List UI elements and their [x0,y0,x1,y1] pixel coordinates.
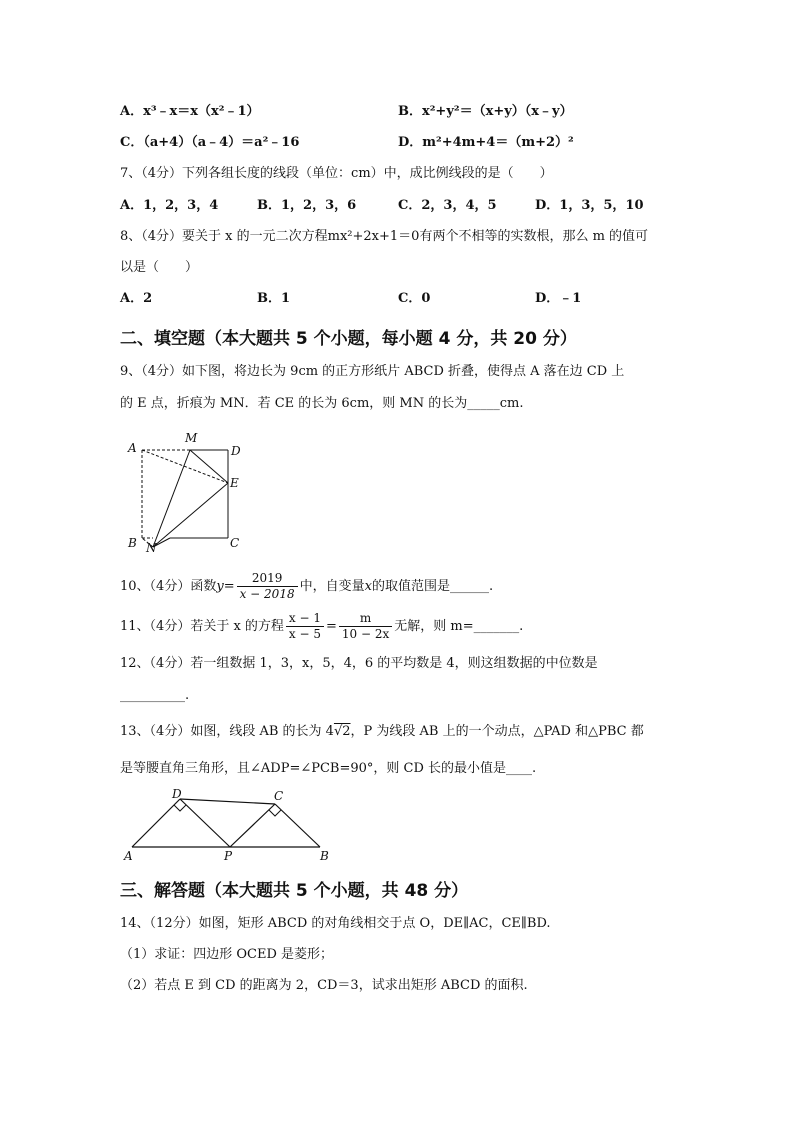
q10-var-y: y [216,579,224,594]
q11-eq: = [326,619,337,634]
q9-label-a: A [128,441,137,455]
q9-line1: 9、（4分）如下图，将边长为 9cm 的正方形纸片 ABCD 折叠，使得点 A 落在边 CD 上 [120,364,625,379]
q7-option-a: A．1，2，3，4 [120,198,219,213]
q13-label-p: P [224,849,233,863]
q13-label-a: A [124,849,133,863]
q11-denominator-left: x − 5 [288,627,322,641]
q13-sqrt: √2 [333,724,351,739]
q9-label-b: B [128,536,137,550]
q7-stem: 7、（4分）下列各组长度的线段（单位：cm）中，成比例线段的是（ ） [120,166,553,181]
q13-line1a: 13、（4分）如图，线段 AB 的长为 4 [120,724,334,739]
q8-stem-line2: 以是（ ） [120,260,199,275]
q7-option-d: D．1，3，5，10 [535,198,644,213]
q6-option-d: D．m²+4m+4＝（m+2）² [398,135,574,150]
q7-option-b: B．1，2，3，6 [257,198,357,213]
q11-fraction-right [339,611,392,642]
section2-title: 二、填空题（本大题共 5 个小题，每小题 4 分，共 20 分） [120,329,577,349]
q9-square-fold-figure [120,425,250,555]
q14-stem: 14、（12分）如图，矩形 ABCD 的对角线相交于点 O，DE∥AC，CE∥BD. [120,916,551,931]
q11-prefix: 11、（4分）若关于 x 的方程 [120,619,284,634]
q13-label-b: B [320,849,329,863]
q9-label-m: M [185,431,198,445]
q8-stem-line1: 8、（4分）要关于 x 的一元二次方程mx²+2x+1＝0有两个不相等的实数根，那么 m 的值可 [120,229,649,244]
q8-option-a: A．2 [120,291,153,306]
q10-numerator: 2019 [237,571,298,587]
q11-suffix: 无解，则 m=_______. [394,619,524,634]
q13-line1b: ，P 为线段 AB 上的一个动点，△PAD 和△PBC 都 [350,724,644,739]
q9-label-c: C [230,536,240,550]
q9-label-e: E [230,476,239,490]
q9-line2: 的 E 点，折痕为 MN．若 CE 的长为 6cm，则 MN 的长为_____cm. [120,396,524,411]
q9-label-d: D [231,444,241,458]
q13-line2: 是等腰直角三角形，且∠ADP=∠PCB=90°，则 CD 长的最小值是____. [120,761,537,776]
q14-part2: （2）若点 E 到 CD 的距离为 2，CD＝3，试求出矩形 ABCD 的面积. [120,978,528,993]
q11-fraction-left [286,611,324,642]
q13-label-c: C [274,789,284,803]
q11 [120,610,523,644]
q6-option-b: B．x²+y²＝（x+y）（x﹣y） [398,104,573,119]
q12-line1: 12、（4分）若一组数据 1，3，x，5，4，6 的平均数是 4，则这组数据的中位数是 [120,656,598,671]
q10-var-x: x [364,579,372,594]
q10-suffix-a: 中，自变量 [299,579,365,594]
q14-part1: （1）求证：四边形 OCED 是菱形； [120,947,334,962]
q7-option-c: C．2，3，4，5 [398,198,497,213]
q10-suffix-b: 的取值范围是______. [371,579,494,594]
q9-label-n: N [146,541,157,555]
q8-option-c: C．0 [398,291,431,306]
q11-numerator-left: x − 1 [286,611,324,627]
q8-option-d: D．﹣1 [535,291,582,306]
q6-option-c: C．（a+4）（a﹣4）＝a²﹣16 [120,135,300,150]
q8-option-b: B．1 [257,291,291,306]
q10-eq: = [223,579,235,594]
q13-label-d: D [172,787,182,801]
section3-title: 三、解答题（本大题共 5 个小题，共 48 分） [120,881,469,901]
q12-line2: __________. [120,688,190,703]
q11-numerator-right: m [339,611,392,627]
q10 [120,570,493,604]
q13-line1 [120,724,644,740]
q10-prefix: 10、（4分）函数 [120,579,217,594]
q11-denominator-right: 10 − 2x [341,627,390,641]
q6-option-a: A．x³﹣x＝x（x²﹣1） [120,104,260,119]
q10-fraction [237,571,298,602]
q13-triangles-figure [120,785,335,863]
q10-denominator: x − 2018 [239,587,295,601]
